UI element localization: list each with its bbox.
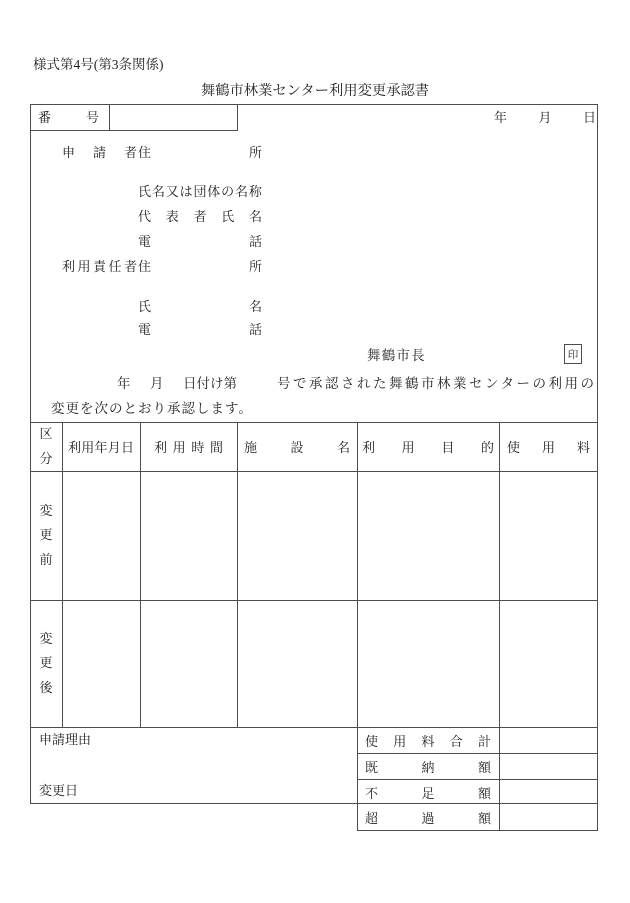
after-facility-cell: [238, 601, 356, 726]
party-row: [62, 298, 262, 316]
after-date-cell: [63, 601, 139, 726]
approval-year-label: 年: [117, 376, 131, 391]
header-purpose: 利 用 目 的: [362, 440, 494, 455]
fee-table-line: [357, 830, 598, 831]
fee-total-value-cell: [500, 728, 597, 753]
row-label-before: 変 更 前: [39, 502, 53, 567]
mayor-label: 舞鶴市長: [367, 348, 426, 363]
header-category: 区 分: [39, 426, 53, 466]
party-row: [62, 208, 262, 226]
party-field-label: 住 所: [138, 145, 262, 160]
change-date-label: 変更日: [39, 783, 79, 798]
party-row: [62, 258, 262, 276]
before-facility-cell: [238, 472, 356, 599]
after-time-cell: [141, 601, 236, 726]
party-field-label: 氏 名: [138, 299, 262, 314]
party-role-label: 申 請 者: [62, 145, 137, 160]
row-label-after: 変 更 後: [39, 630, 53, 695]
fee-shortage-label: 不 足 額: [365, 785, 491, 801]
party-role-label: [62, 183, 137, 201]
number-value-cell: [110, 105, 237, 130]
approval-sentence-2: 変更を次のとおり承認します。: [51, 401, 253, 416]
party-role-label: [62, 298, 137, 316]
before-fee-cell: [500, 472, 597, 599]
fee-paid-value-cell: [500, 754, 597, 779]
fee-paid-label: 既 納 額: [365, 759, 491, 775]
fee-excess-label: 超 過 額: [365, 810, 491, 826]
party-row: [62, 321, 262, 339]
before-time-cell: [141, 472, 236, 599]
approval-month-label: 月: [150, 376, 164, 391]
party-role-label: [62, 208, 137, 226]
reason-label: 申請理由: [39, 732, 92, 747]
party-row: [62, 233, 262, 251]
party-row: [62, 144, 262, 162]
approval-day-label: 日付け第: [183, 376, 237, 391]
header-use-time: 利 用 時 間: [154, 440, 223, 455]
party-role-label: 利 用 責 任 者: [62, 259, 137, 274]
form-number: 様式第4号(第3条関係): [33, 57, 164, 72]
header-use-date: 利 用 年 月 日: [68, 440, 134, 455]
number-row-divider: [237, 104, 238, 131]
date-placeholder: 年 月 日: [494, 110, 596, 125]
before-date-cell: [63, 472, 139, 599]
approval-sentence: 号で承認された舞鶴市林業センターの利用の: [277, 376, 597, 391]
after-fee-cell: [500, 601, 597, 726]
before-purpose-cell: [358, 472, 498, 599]
party-field-label: 氏 名 又 は 団 体 の 名 称: [138, 184, 262, 199]
party-field-label: 代 表 者 氏 名: [138, 209, 262, 224]
fee-excess-value-cell: [500, 805, 597, 830]
page-title: 舞鶴市林業センター利用変更承認書: [200, 83, 430, 99]
party-role-label: [62, 321, 137, 339]
after-purpose-cell: [358, 601, 498, 726]
number-row-line: [30, 130, 237, 131]
party-field-label: 電 話: [138, 322, 262, 337]
fee-table-line: [597, 804, 598, 830]
seal-box: [564, 344, 582, 364]
party-field-label: 住 所: [138, 259, 262, 274]
seal-label: 印: [567, 349, 579, 361]
fee-shortage-value-cell: [500, 780, 597, 804]
header-fee: 使 用 料: [507, 440, 590, 455]
number-label: 番 号: [38, 110, 99, 125]
party-row: [62, 183, 262, 201]
party-field-label: 電 話: [138, 234, 262, 249]
party-role-label: [62, 233, 137, 251]
fee-total-label: 使 用 料 合 計: [365, 733, 491, 749]
header-facility: 施 設 名: [244, 440, 350, 455]
